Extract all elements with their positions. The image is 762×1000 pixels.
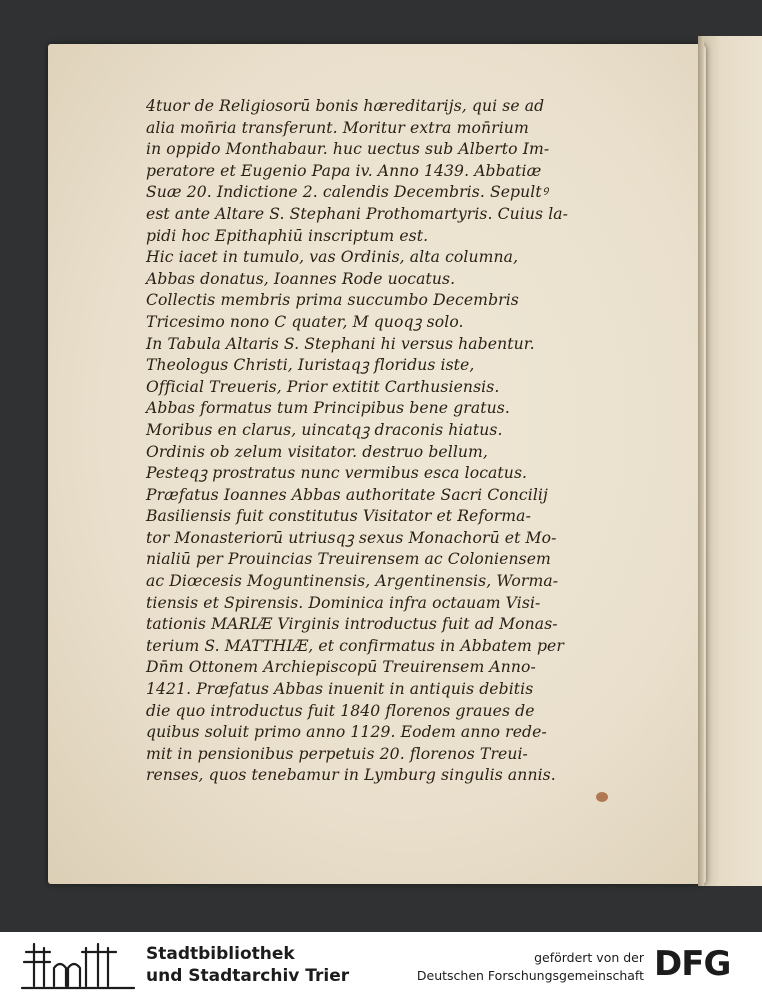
- manuscript-line: Præfatus Ioannes Abbas authoritate Sacri Concilij: [146, 485, 548, 504]
- manuscript-text: [146, 96, 666, 787]
- manuscript-line: nialiū per Prouincias Treuirensem ac Coloniensem: [146, 550, 551, 569]
- manuscript-line: quibus soluit primo anno 1129. Eodem anno rede-: [146, 723, 547, 742]
- manuscript-line: mit in pensionibus perpetuis 20. florenos Treui-: [146, 744, 528, 763]
- footer-bar: [0, 932, 762, 1000]
- manuscript-line: die quo introductus fuit 1840 florenos graues de: [146, 701, 535, 720]
- manuscript-line: 1421. Præfatus Abbas inuenit in antiquis debitis: [146, 680, 534, 699]
- manuscript-line: Moribus en clarus, uincatqꝫ draconis hiatus.: [146, 420, 503, 439]
- manuscript-line: Abbas donatus, Ioannes Rode uocatus.: [146, 269, 456, 288]
- stadtbibliothek-trier-logo-icon: [20, 938, 136, 994]
- manuscript-line: Dn̄m Ottonem Archiepiscopū Treuirensem Anno-: [146, 658, 536, 677]
- page-gutter: [698, 36, 704, 886]
- manuscript-line: alia mon̄ria transferunt. Moritur extra mon̄rium: [146, 118, 529, 137]
- library-name-line1: Stadtbibliothek: [146, 944, 295, 964]
- ink-stain: [596, 792, 608, 802]
- manuscript-line: Suæ 20. Indictione 2. calendis Decembris. Sepultꝰ: [146, 183, 548, 202]
- manuscript-line: Official Treueris, Prior extitit Carthusiensis.: [146, 377, 500, 396]
- manuscript-line: Ordinis ob zelum visitator. destruo bellum,: [146, 442, 488, 461]
- funding-text-line2: Deutschen Forschungsgemeinschaft: [416, 968, 644, 983]
- manuscript-line: est ante Altare S. Stephani Prothomartyris. Cuius la-: [146, 204, 569, 223]
- manuscript-line: in oppido Monthabaur. huc uectus sub Alberto Im-: [146, 140, 550, 159]
- manuscript-line: Abbas formatus tum Principibus bene gratus.: [146, 399, 510, 418]
- manuscript-line: terium S. MATTHIÆ, et confirmatus in Abbatem per: [146, 636, 564, 655]
- manuscript-line: ac Diœcesis Moguntinensis, Argentinensis, Worma-: [146, 572, 559, 591]
- manuscript-line: tationis MARIÆ Virginis introductus fuit ad Monas-: [146, 615, 558, 634]
- funding-text-line1: gefördert von der: [534, 950, 644, 965]
- manuscript-line: tor Monasteriorū utriusqꝫ sexus Monachorū et Mo-: [146, 528, 557, 547]
- manuscript-line: 4tuor de Religiosorū bonis hæreditarijs, qui se ad: [146, 97, 545, 115]
- manuscript-line: tiensis et Spirensis. Dominica infra octauam Visi-: [146, 593, 541, 612]
- manuscript-line: Basiliensis fuit constitutus Visitator et Reforma-: [146, 507, 531, 526]
- manuscript-line: Tricesimo nono C quater, M quoqꝫ solo.: [146, 312, 464, 331]
- manuscript-line: Hic iacet in tumulo, vas Ordinis, alta columna,: [146, 248, 519, 267]
- manuscript-line: renses, quos tenebamur in Lymburg singulis annis.: [146, 766, 556, 785]
- dfg-logo: DFG: [654, 944, 731, 984]
- library-name-line2: und Stadtarchiv Trier: [146, 966, 350, 986]
- manuscript-line: Theologus Christi, Iuristaqꝫ floridus iste,: [146, 356, 475, 375]
- manuscript-line: Pesteqꝫ prostratus nunc vermibus esca locatus.: [146, 464, 528, 483]
- manuscript-line: In Tabula Altaris S. Stephani hi versus habentur.: [146, 334, 535, 353]
- manuscript-line: peratore et Eugenio Papa iv. Anno 1439. Abbatiæ: [146, 161, 542, 180]
- facing-page-edge: [700, 36, 762, 886]
- manuscript-line: pidi hoc Epithaphiū inscriptum est.: [146, 226, 429, 245]
- manuscript-line: Collectis membris prima succumbo Decembris: [146, 291, 519, 310]
